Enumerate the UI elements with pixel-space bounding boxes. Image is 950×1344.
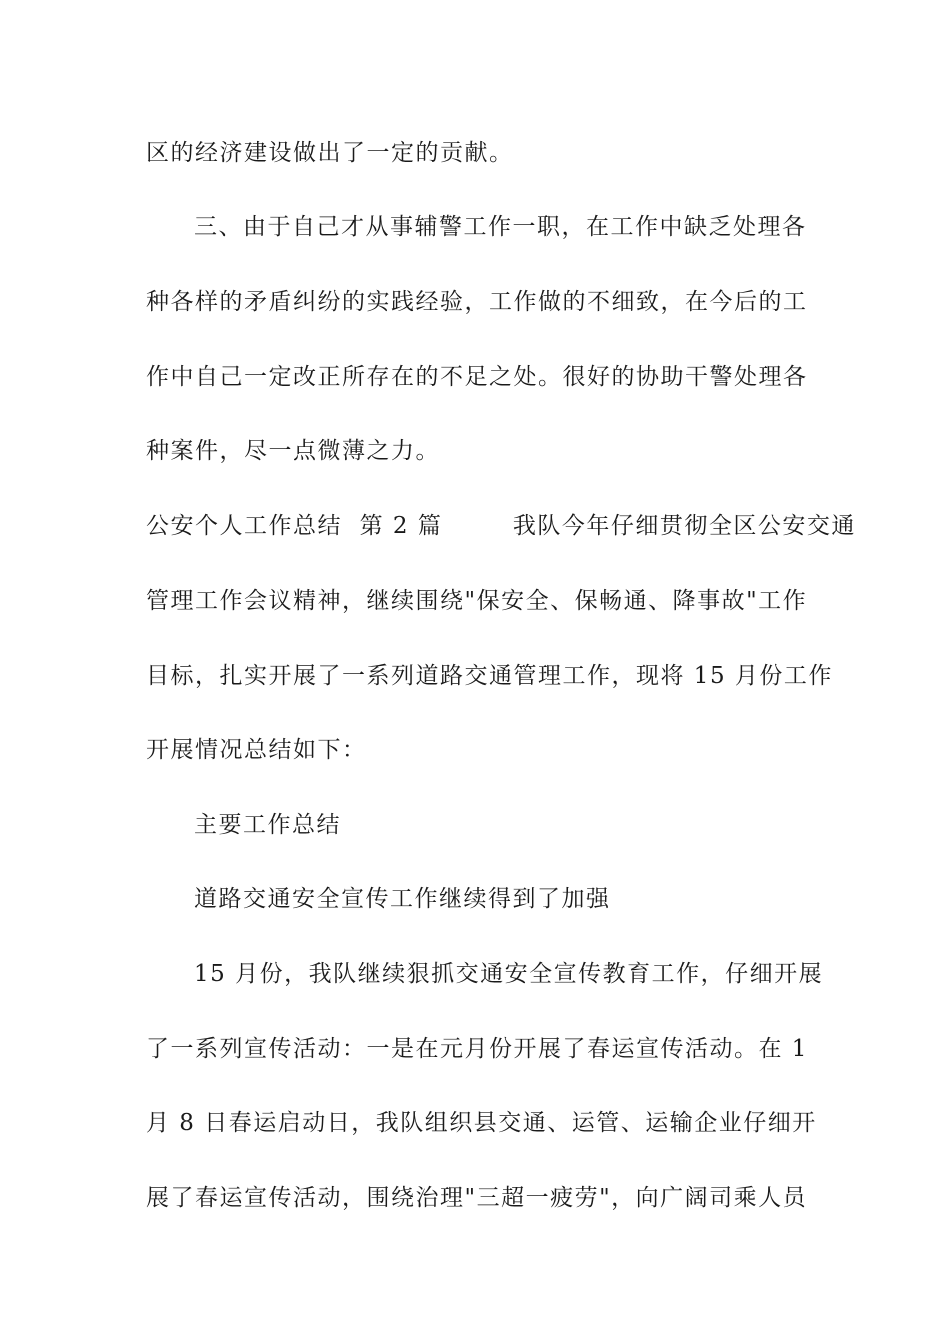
paragraph-line: 种各样的矛盾纠纷的实践经验，工作做的不细致，在今后的工 xyxy=(146,289,808,315)
paragraph-line: 月 8 日春运启动日，我队组织县交通、运管、运输企业仔细开 xyxy=(146,1110,817,1136)
paragraph-line: 了一系列宣传活动：一是在元月份开展了春运宣传活动。在 1 xyxy=(146,1036,808,1062)
paragraph-line: 三、由于自己才从事辅警工作一职，在工作中缺乏处理各 xyxy=(194,214,807,240)
paragraph-line: 15 月份，我队继续狠抓交通安全宣传教育工作，仔细开展 xyxy=(194,961,824,987)
subheading-line: 主要工作总结 xyxy=(194,812,341,838)
section-heading-line: 公安个人工作总结 第 2 篇 我队今年仔细贯彻全区公安交通 xyxy=(146,513,856,539)
paragraph-line: 区的经济建设做出了一定的贡献。 xyxy=(146,140,514,166)
paragraph-line: 开展情况总结如下： xyxy=(146,737,367,763)
paragraph-line: 管理工作会议精神，继续围绕"保安全、保畅通、降事故"工作 xyxy=(146,588,808,614)
paragraph-line: 种案件，尽一点微薄之力。 xyxy=(146,438,440,464)
paragraph-line: 目标，扎实开展了一系列道路交通管理工作，现将 15 月份工作 xyxy=(146,663,833,689)
paragraph-line: 展了春运宣传活动，围绕治理"三超一疲劳"，向广阔司乘人员 xyxy=(146,1185,808,1211)
paragraph-line: 作中自己一定改正所存在的不足之处。很好的协助干警处理各 xyxy=(146,364,808,390)
subheading-line: 道路交通安全宣传工作继续得到了加强 xyxy=(194,886,611,912)
